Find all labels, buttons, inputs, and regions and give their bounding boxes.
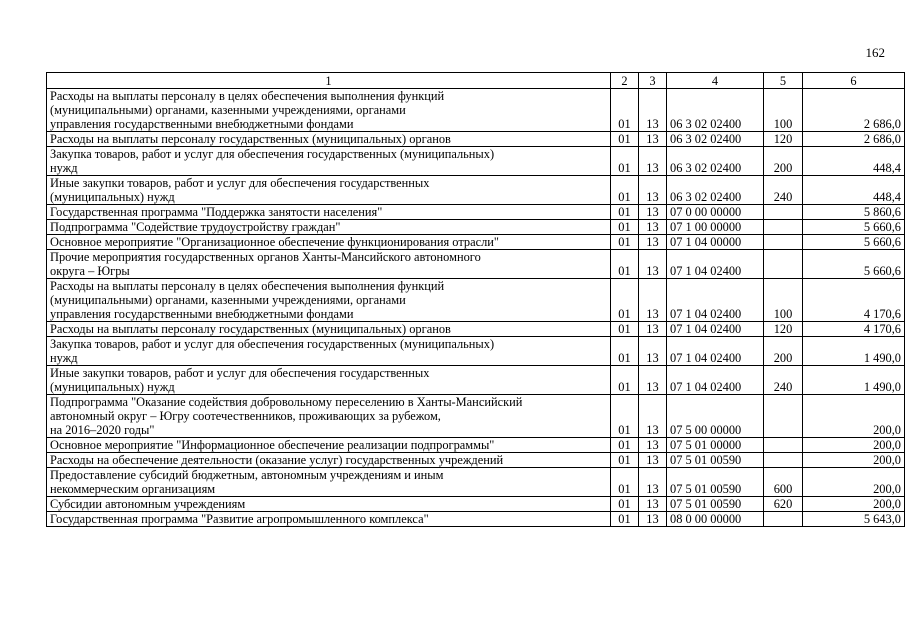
table-header-row bbox=[47, 73, 905, 89]
amount: 2 686,0 bbox=[803, 132, 905, 147]
table-row bbox=[47, 279, 905, 322]
target-item-code: 08 0 00 00000 bbox=[667, 512, 764, 527]
row-name: Иные закупки товаров, работ и услуг для обеспечения государственных (муниципальных) нужд bbox=[47, 176, 611, 205]
subsection-code: 13 bbox=[639, 468, 667, 497]
section-code: 01 bbox=[611, 497, 639, 512]
row-name: Расходы на выплаты персоналу государственных (муниципальных) органов bbox=[47, 132, 611, 147]
column-header: 5 bbox=[764, 73, 803, 89]
section-code: 01 bbox=[611, 147, 639, 176]
table-row bbox=[47, 337, 905, 366]
subsection-code: 13 bbox=[639, 176, 667, 205]
table-row bbox=[47, 395, 905, 438]
row-name: Расходы на выплаты персоналу в целях обеспечения выполнения функций (муниципальными) органами, казенными учреждениями, органами управления государственными внебюджетными фондами bbox=[47, 89, 611, 132]
subsection-code: 13 bbox=[639, 250, 667, 279]
expense-type-code bbox=[764, 250, 803, 279]
subsection-code: 13 bbox=[639, 366, 667, 395]
amount: 200,0 bbox=[803, 497, 905, 512]
section-code: 01 bbox=[611, 220, 639, 235]
table-row bbox=[47, 366, 905, 395]
target-item-code: 07 5 00 00000 bbox=[667, 395, 764, 438]
section-code: 01 bbox=[611, 279, 639, 322]
expense-type-code: 100 bbox=[764, 279, 803, 322]
table-row bbox=[47, 176, 905, 205]
expense-type-code: 120 bbox=[764, 132, 803, 147]
subsection-code: 13 bbox=[639, 279, 667, 322]
subsection-code: 13 bbox=[639, 395, 667, 438]
target-item-code: 06 3 02 02400 bbox=[667, 89, 764, 132]
subsection-code: 13 bbox=[639, 337, 667, 366]
row-name: Закупка товаров, работ и услуг для обеспечения государственных (муниципальных) нужд bbox=[47, 337, 611, 366]
column-header: 6 bbox=[803, 73, 905, 89]
target-item-code: 07 1 04 00000 bbox=[667, 235, 764, 250]
row-name: Подпрограмма "Содействие трудоустройству граждан" bbox=[47, 220, 611, 235]
target-item-code: 07 5 01 00590 bbox=[667, 468, 764, 497]
column-header: 2 bbox=[611, 73, 639, 89]
amount: 5 643,0 bbox=[803, 512, 905, 527]
budget-table bbox=[46, 72, 905, 527]
subsection-code: 13 bbox=[639, 453, 667, 468]
amount: 200,0 bbox=[803, 395, 905, 438]
amount: 4 170,6 bbox=[803, 322, 905, 337]
target-item-code: 07 1 04 02400 bbox=[667, 250, 764, 279]
amount: 4 170,6 bbox=[803, 279, 905, 322]
table-row bbox=[47, 89, 905, 132]
amount: 1 490,0 bbox=[803, 337, 905, 366]
target-item-code: 07 1 04 02400 bbox=[667, 366, 764, 395]
subsection-code: 13 bbox=[639, 322, 667, 337]
target-item-code: 06 3 02 02400 bbox=[667, 176, 764, 205]
row-name: Основное мероприятие "Информационное обеспечение реализации подпрограммы" bbox=[47, 438, 611, 453]
amount: 200,0 bbox=[803, 453, 905, 468]
section-code: 01 bbox=[611, 453, 639, 468]
target-item-code: 07 5 01 00000 bbox=[667, 438, 764, 453]
page-number: 162 bbox=[865, 45, 885, 60]
target-item-code: 06 3 02 02400 bbox=[667, 147, 764, 176]
expense-type-code: 100 bbox=[764, 89, 803, 132]
row-name: Иные закупки товаров, работ и услуг для обеспечения государственных (муниципальных) нужд bbox=[47, 366, 611, 395]
expense-type-code bbox=[764, 205, 803, 220]
table-row bbox=[47, 512, 905, 527]
expense-type-code: 620 bbox=[764, 497, 803, 512]
section-code: 01 bbox=[611, 395, 639, 438]
amount: 2 686,0 bbox=[803, 89, 905, 132]
row-name: Субсидии автономным учреждениям bbox=[47, 497, 611, 512]
amount: 1 490,0 bbox=[803, 366, 905, 395]
amount: 448,4 bbox=[803, 147, 905, 176]
section-code: 01 bbox=[611, 205, 639, 220]
amount: 200,0 bbox=[803, 438, 905, 453]
target-item-code: 07 1 04 02400 bbox=[667, 279, 764, 322]
subsection-code: 13 bbox=[639, 438, 667, 453]
table-row bbox=[47, 453, 905, 468]
amount: 200,0 bbox=[803, 468, 905, 497]
subsection-code: 13 bbox=[639, 497, 667, 512]
section-code: 01 bbox=[611, 337, 639, 366]
row-name: Расходы на выплаты персоналу государственных (муниципальных) органов bbox=[47, 322, 611, 337]
section-code: 01 bbox=[611, 322, 639, 337]
row-name: Предоставление субсидий бюджетным, автономным учреждениям и иным некоммерческим организациям bbox=[47, 468, 611, 497]
section-code: 01 bbox=[611, 438, 639, 453]
target-item-code: 07 1 04 02400 bbox=[667, 337, 764, 366]
expense-type-code: 120 bbox=[764, 322, 803, 337]
table-body bbox=[47, 89, 905, 527]
row-name: Закупка товаров, работ и услуг для обеспечения государственных (муниципальных) нужд bbox=[47, 147, 611, 176]
expense-type-code: 200 bbox=[764, 147, 803, 176]
section-code: 01 bbox=[611, 132, 639, 147]
row-name: Расходы на выплаты персоналу в целях обеспечения выполнения функций (муниципальными) органами, казенными учреждениями, органами управления государственными внебюджетными фондами bbox=[47, 279, 611, 322]
row-name: Подпрограмма "Оказание содействия добровольному переселению в Ханты-Мансийский автономный округ – Югру соотечественников, проживающих за рубежом, на 2016–2020 годы" bbox=[47, 395, 611, 438]
expense-type-code: 240 bbox=[764, 366, 803, 395]
row-name: Прочие мероприятия государственных органов Ханты-Мансийского автономного округа – Югры bbox=[47, 250, 611, 279]
row-name: Государственная программа "Поддержка занятости населения" bbox=[47, 205, 611, 220]
table-row bbox=[47, 438, 905, 453]
section-code: 01 bbox=[611, 89, 639, 132]
column-header: 3 bbox=[639, 73, 667, 89]
amount: 5 660,6 bbox=[803, 220, 905, 235]
table-row bbox=[47, 468, 905, 497]
target-item-code: 07 5 01 00590 bbox=[667, 453, 764, 468]
column-header: 4 bbox=[667, 73, 764, 89]
expense-type-code: 600 bbox=[764, 468, 803, 497]
section-code: 01 bbox=[611, 512, 639, 527]
section-code: 01 bbox=[611, 235, 639, 250]
table-row bbox=[47, 147, 905, 176]
subsection-code: 13 bbox=[639, 512, 667, 527]
target-item-code: 07 1 04 02400 bbox=[667, 322, 764, 337]
amount: 5 660,6 bbox=[803, 250, 905, 279]
subsection-code: 13 bbox=[639, 205, 667, 220]
expense-type-code bbox=[764, 220, 803, 235]
expense-type-code bbox=[764, 235, 803, 250]
subsection-code: 13 bbox=[639, 132, 667, 147]
section-code: 01 bbox=[611, 176, 639, 205]
table-row bbox=[47, 132, 905, 147]
subsection-code: 13 bbox=[639, 89, 667, 132]
subsection-code: 13 bbox=[639, 235, 667, 250]
expense-type-code: 200 bbox=[764, 337, 803, 366]
row-name: Государственная программа "Развитие агропромышленного комплекса" bbox=[47, 512, 611, 527]
column-header: 1 bbox=[47, 73, 611, 89]
expense-type-code bbox=[764, 438, 803, 453]
target-item-code: 06 3 02 02400 bbox=[667, 132, 764, 147]
target-item-code: 07 0 00 00000 bbox=[667, 205, 764, 220]
section-code: 01 bbox=[611, 366, 639, 395]
amount: 448,4 bbox=[803, 176, 905, 205]
section-code: 01 bbox=[611, 468, 639, 497]
row-name: Расходы на обеспечение деятельности (оказание услуг) государственных учреждений bbox=[47, 453, 611, 468]
row-name: Основное мероприятие "Организационное обеспечение функционирования отрасли" bbox=[47, 235, 611, 250]
expense-type-code bbox=[764, 453, 803, 468]
expense-type-code: 240 bbox=[764, 176, 803, 205]
subsection-code: 13 bbox=[639, 147, 667, 176]
subsection-code: 13 bbox=[639, 220, 667, 235]
section-code: 01 bbox=[611, 250, 639, 279]
target-item-code: 07 5 01 00590 bbox=[667, 497, 764, 512]
expense-type-code bbox=[764, 512, 803, 527]
table-row bbox=[47, 250, 905, 279]
amount: 5 660,6 bbox=[803, 235, 905, 250]
table-row bbox=[47, 220, 905, 235]
expense-type-code bbox=[764, 395, 803, 438]
amount: 5 860,6 bbox=[803, 205, 905, 220]
table-row bbox=[47, 205, 905, 220]
target-item-code: 07 1 00 00000 bbox=[667, 220, 764, 235]
table-row bbox=[47, 322, 905, 337]
table-row bbox=[47, 497, 905, 512]
table-row bbox=[47, 235, 905, 250]
